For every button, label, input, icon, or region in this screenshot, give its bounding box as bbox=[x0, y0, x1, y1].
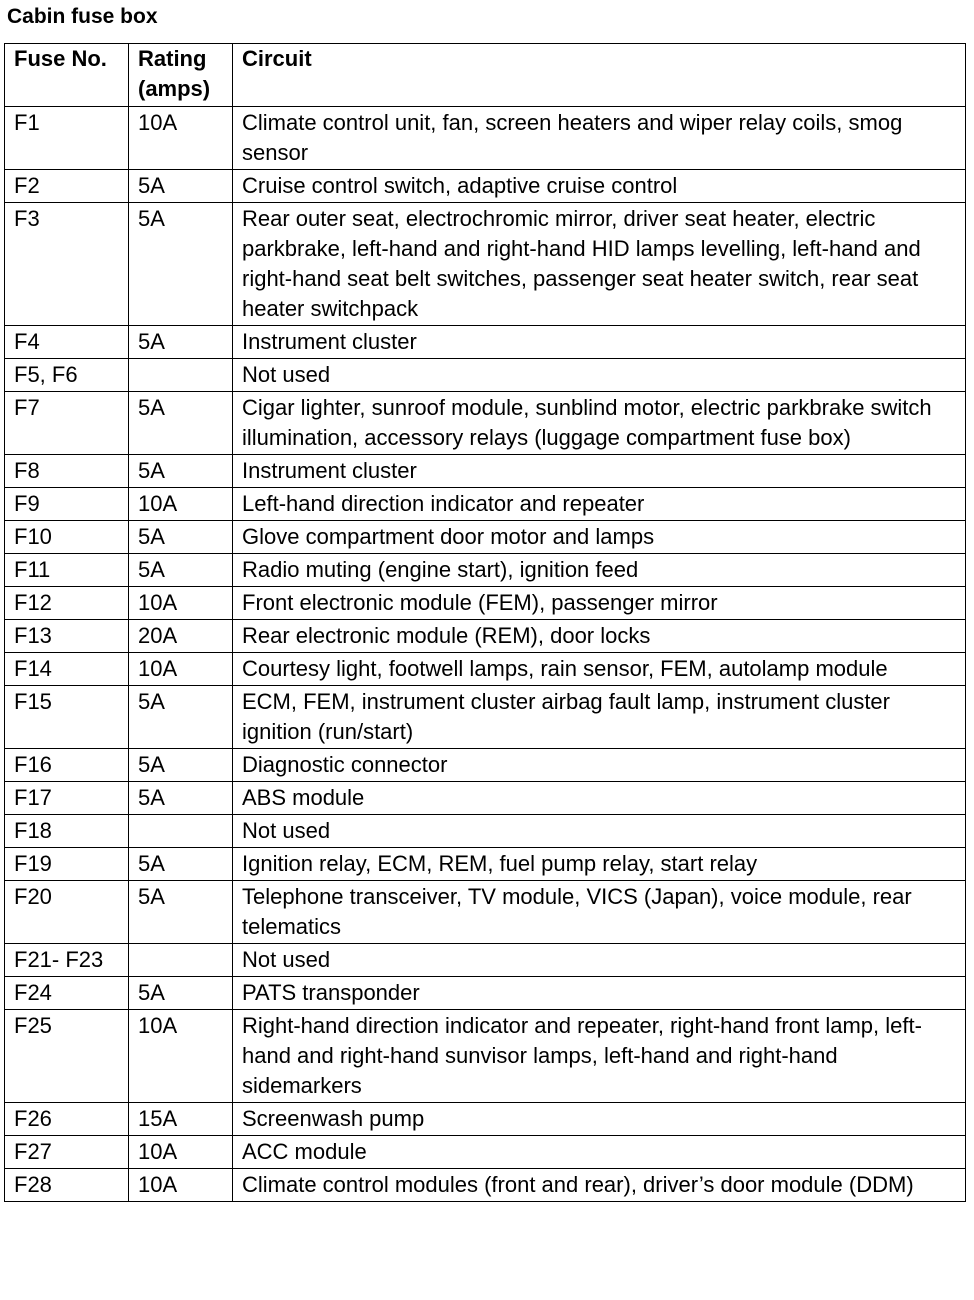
circuit-cell: Not used bbox=[233, 815, 966, 848]
fuse-number-cell: F10 bbox=[5, 521, 129, 554]
circuit-cell: ACC module bbox=[233, 1136, 966, 1169]
header-fuse-no: Fuse No. bbox=[5, 44, 129, 107]
table-row bbox=[5, 326, 966, 359]
rating-cell bbox=[129, 944, 233, 977]
rating-cell: 10A bbox=[129, 1010, 233, 1103]
table-row bbox=[5, 1136, 966, 1169]
fuse-number-cell: F18 bbox=[5, 815, 129, 848]
circuit-cell: Radio muting (engine start), ignition feed bbox=[233, 554, 966, 587]
fuse-number-cell: F19 bbox=[5, 848, 129, 881]
fuse-number-cell: F3 bbox=[5, 203, 129, 326]
circuit-cell: Ignition relay, ECM, REM, fuel pump relay, start relay bbox=[233, 848, 966, 881]
circuit-cell: Left-hand direction indicator and repeater bbox=[233, 488, 966, 521]
fuse-number-cell: F25 bbox=[5, 1010, 129, 1103]
rating-cell: 5A bbox=[129, 977, 233, 1010]
fuse-number-cell: F4 bbox=[5, 326, 129, 359]
fuse-number-cell: F20 bbox=[5, 881, 129, 944]
table-row bbox=[5, 392, 966, 455]
circuit-cell: Not used bbox=[233, 359, 966, 392]
fuse-number-cell: F17 bbox=[5, 782, 129, 815]
fuse-number-cell: F7 bbox=[5, 392, 129, 455]
rating-cell: 5A bbox=[129, 455, 233, 488]
circuit-cell: Instrument cluster bbox=[233, 326, 966, 359]
page-title: Cabin fuse box bbox=[7, 5, 158, 28]
table-row bbox=[5, 455, 966, 488]
table-row bbox=[5, 521, 966, 554]
circuit-cell: Front electronic module (FEM), passenger mirror bbox=[233, 587, 966, 620]
table-row bbox=[5, 587, 966, 620]
circuit-cell: ECM, FEM, instrument cluster airbag fault lamp, instrument cluster ignition (run/start) bbox=[233, 686, 966, 749]
fuse-number-cell: F2 bbox=[5, 170, 129, 203]
circuit-cell: Rear outer seat, electrochromic mirror, driver seat heater, electric parkbrake, left-hand and right-hand HID lamps levelling, left-hand and right-hand seat belt switches, passenger seat heater switch, rear seat heater switchpack bbox=[233, 203, 966, 326]
fuse-number-cell: F12 bbox=[5, 587, 129, 620]
table-row bbox=[5, 749, 966, 782]
fuse-number-cell: F14 bbox=[5, 653, 129, 686]
circuit-cell: Climate control unit, fan, screen heaters and wiper relay coils, smog sensor bbox=[233, 107, 966, 170]
rating-cell bbox=[129, 359, 233, 392]
rating-cell: 5A bbox=[129, 686, 233, 749]
table-row bbox=[5, 488, 966, 521]
fuse-table-body bbox=[5, 107, 966, 1202]
table-row bbox=[5, 848, 966, 881]
fuse-number-cell: F24 bbox=[5, 977, 129, 1010]
rating-cell: 5A bbox=[129, 782, 233, 815]
rating-cell: 10A bbox=[129, 488, 233, 521]
rating-cell: 5A bbox=[129, 881, 233, 944]
fuse-number-cell: F11 bbox=[5, 554, 129, 587]
rating-cell: 5A bbox=[129, 326, 233, 359]
fuse-number-cell: F13 bbox=[5, 620, 129, 653]
fuse-number-cell: F27 bbox=[5, 1136, 129, 1169]
fuse-number-cell: F1 bbox=[5, 107, 129, 170]
rating-cell: 5A bbox=[129, 170, 233, 203]
table-row bbox=[5, 782, 966, 815]
table-row bbox=[5, 686, 966, 749]
table-header-row bbox=[5, 44, 966, 107]
circuit-cell: Screenwash pump bbox=[233, 1103, 966, 1136]
fuse-number-cell: F21- F23 bbox=[5, 944, 129, 977]
rating-cell: 10A bbox=[129, 587, 233, 620]
table-row bbox=[5, 170, 966, 203]
fuse-number-cell: F15 bbox=[5, 686, 129, 749]
fuse-number-cell: F9 bbox=[5, 488, 129, 521]
circuit-cell: Rear electronic module (REM), door locks bbox=[233, 620, 966, 653]
circuit-cell: Diagnostic connector bbox=[233, 749, 966, 782]
fuse-number-cell: F28 bbox=[5, 1169, 129, 1202]
fuse-table bbox=[4, 43, 966, 1202]
table-row bbox=[5, 881, 966, 944]
table-row bbox=[5, 620, 966, 653]
table-row bbox=[5, 1103, 966, 1136]
circuit-cell: Climate control modules (front and rear), driver’s door module (DDM) bbox=[233, 1169, 966, 1202]
circuit-cell: Telephone transceiver, TV module, VICS (Japan), voice module, rear telematics bbox=[233, 881, 966, 944]
rating-cell: 20A bbox=[129, 620, 233, 653]
fuse-number-cell: F16 bbox=[5, 749, 129, 782]
rating-cell: 10A bbox=[129, 1136, 233, 1169]
table-row bbox=[5, 815, 966, 848]
table-row bbox=[5, 554, 966, 587]
circuit-cell: Courtesy light, footwell lamps, rain sensor, FEM, autolamp module bbox=[233, 653, 966, 686]
circuit-cell: Cruise control switch, adaptive cruise control bbox=[233, 170, 966, 203]
table-row bbox=[5, 653, 966, 686]
circuit-cell: Right-hand direction indicator and repeater, right-hand front lamp, left-hand and right-hand sunvisor lamps, left-hand and right-hand sidemarkers bbox=[233, 1010, 966, 1103]
table-row bbox=[5, 203, 966, 326]
table-row bbox=[5, 107, 966, 170]
rating-cell bbox=[129, 815, 233, 848]
rating-cell: 5A bbox=[129, 521, 233, 554]
circuit-cell: Not used bbox=[233, 944, 966, 977]
circuit-cell: Instrument cluster bbox=[233, 455, 966, 488]
table-row bbox=[5, 1010, 966, 1103]
table-row bbox=[5, 1169, 966, 1202]
circuit-cell: Cigar lighter, sunroof module, sunblind motor, electric parkbrake switch illumination, accessory relays (luggage compartment fuse box) bbox=[233, 392, 966, 455]
circuit-cell: ABS module bbox=[233, 782, 966, 815]
rating-cell: 10A bbox=[129, 653, 233, 686]
rating-cell: 10A bbox=[129, 1169, 233, 1202]
rating-cell: 5A bbox=[129, 848, 233, 881]
fuse-number-cell: F26 bbox=[5, 1103, 129, 1136]
fuse-number-cell: F8 bbox=[5, 455, 129, 488]
rating-cell: 5A bbox=[129, 392, 233, 455]
rating-cell: 5A bbox=[129, 749, 233, 782]
table-row bbox=[5, 944, 966, 977]
rating-cell: 10A bbox=[129, 107, 233, 170]
circuit-cell: PATS transponder bbox=[233, 977, 966, 1010]
header-rating: Rating (amps) bbox=[129, 44, 233, 107]
rating-cell: 5A bbox=[129, 554, 233, 587]
circuit-cell: Glove compartment door motor and lamps bbox=[233, 521, 966, 554]
fuse-number-cell: F5, F6 bbox=[5, 359, 129, 392]
table-row bbox=[5, 977, 966, 1010]
rating-cell: 15A bbox=[129, 1103, 233, 1136]
table-row bbox=[5, 359, 966, 392]
header-circuit: Circuit bbox=[233, 44, 966, 107]
rating-cell: 5A bbox=[129, 203, 233, 326]
